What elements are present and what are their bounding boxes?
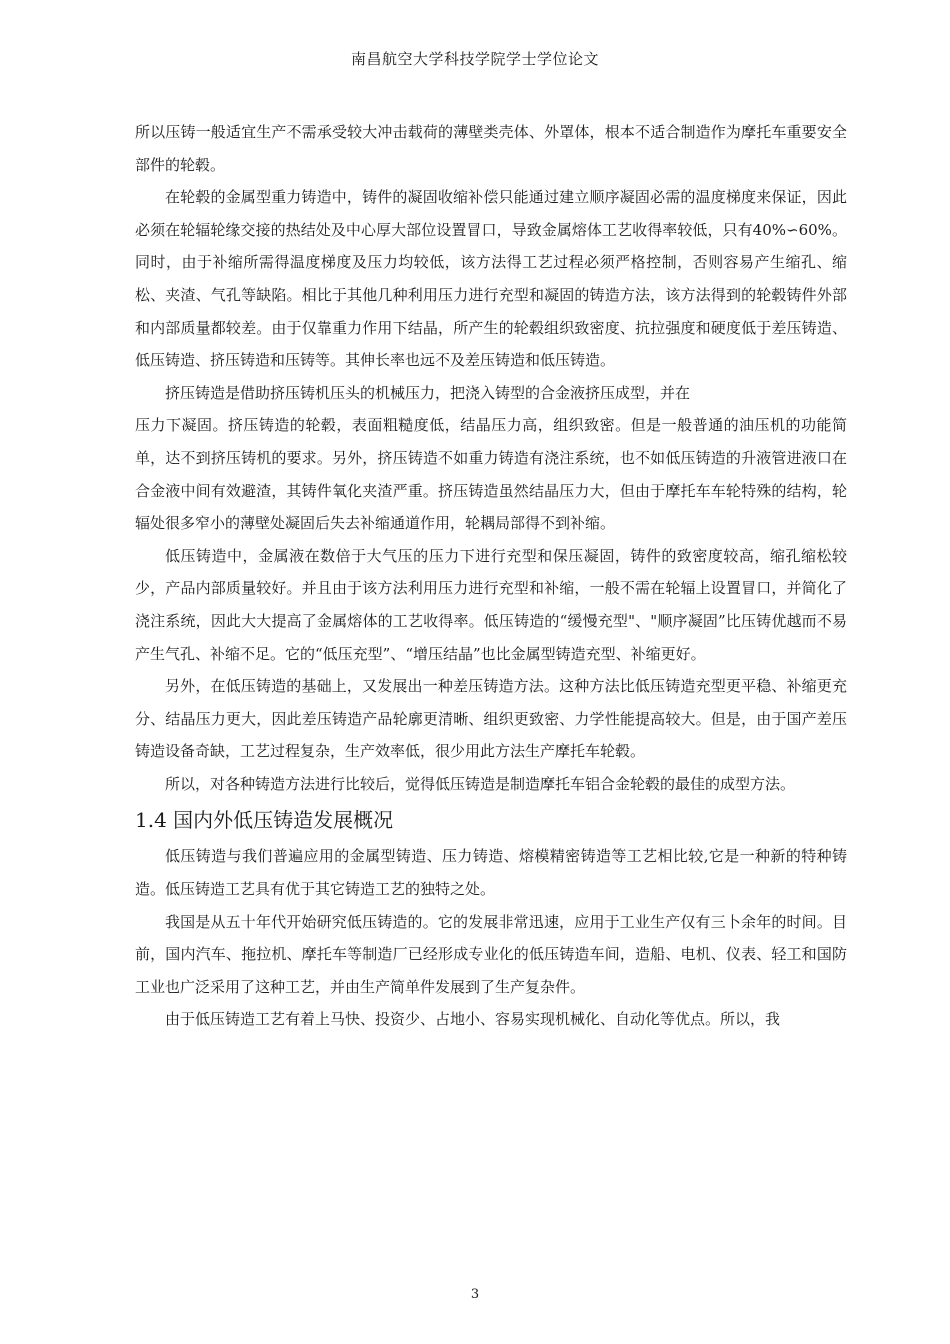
paragraph: 在轮毂的金属型重力铸造中，铸件的凝固收缩补偿只能通过建立顺序凝固必需的温度梯度来保证，因此必须在轮辐轮缘交接的热结处及中心厚大部位设置冒口，导致金属熔体工艺收得率较低，只有40%∽60%。同时，由于补缩所需得温度梯度及压力均较低，该方法得工艺过程必须严格控制，否则容易产生缩孔、缩松、夹渣、气孔等缺陷。相比于其他几种利用压力进行充型和凝固的铸造方法，该方法得到的轮毂铸件外部和内部质量都较差。由于仅靠重力作用下结晶，所产生的轮毂组织致密度、抗拉强度和硬度低于差压铸造、低压铸造、挤压铸造和压铸等。其伸长率也远不及差压铸造和低压铸造。: [135, 188, 847, 370]
paragraph: 挤压铸造是借助挤压铸机压头的机械压力，把浇入铸型的合金液挤压成型，并在: [165, 383, 691, 402]
section-heading: 1.4 国内外低压铸造发展概况: [135, 808, 394, 833]
paragraph: 所以，对各种铸造方法进行比较后，觉得低压铸造是制造摩托车铝合金轮毂的最佳的成型方法。: [165, 774, 796, 793]
body-text: [135, 116, 847, 1036]
paragraph: 另外，在低压铸造的基础上，又发展出一种差压铸造方法。这种方法比低压铸造充型更平稳、补缩更充分、结晶压力更大，因此差压铸造产品轮廓更清晰、组织更致密、力学性能提高较大。但是，由于国产差压铸造设备奇缺，工艺过程复杂，生产效率低，很少用此方法生产摩托车轮毂。: [135, 677, 847, 761]
page-number: 3: [470, 1287, 480, 1302]
page-header: 南昌航空大学科技学院学士学位论文: [350, 50, 599, 68]
paragraph: 我国是从五十年代开始研究低压铸造的。它的发展非常迅速，应用于工业生产仅有三卜余年的时间。目前，国内汽车、拖拉机、摩托车等制造厂已经形成专业化的低压铸造车间，造船、电机、仪表、轻工和国防工业也广泛采用了这种工艺，并由生产简单件发展到了生产复杂件。: [135, 912, 847, 996]
paragraph: 压力下凝固。挤压铸造的轮毂，表面粗糙度低，结晶压力高，组织致密。但是一般普通的油压机的功能简单，达不到挤压铸机的要求。另外，挤压铸造不如重力铸造有浇注系统，也不如低压铸造的升液管进液口在合金液中间有效避渣，其铸件氧化夹渣严重。挤压铸造虽然结晶压力大，但由于摩托车车轮特殊的结构，轮辐处很多窄小的薄壁处凝固后失去补缩通道作用，轮耦局部得不到补缩。: [135, 416, 847, 533]
paragraph: 低压铸造与我们普遍应用的金属型铸造、压力铸造、熔模精密铸造等工艺相比较,它是一种新的特种铸造。低压铸造工艺具有优于其它铸造工艺的独特之处。: [135, 847, 847, 899]
paragraph: 所以压铸一般适宜生产不需承受较大冲击载荷的薄壁类壳体、外罩体，根本不适合制造作为摩托车重要安全部件的轮毂。: [135, 123, 847, 174]
paragraph: 低压铸造中，金属液在数倍于大气压的压力下进行充型和保压凝固，铸件的致密度较高，缩孔缩松较少，产品内部质量较好。并且由于该方法利用压力进行充型和补缩，一般不需在轮辐上设置冒口，并简化了浇注系统，因此大大提高了金属熔体的工艺收得率。低压铸造的“缓慢充型"、"顺序凝固”比压铸优越而不易产生气孔、补缩不足。它的“低压充型”、“增压结晶”也比金属型铸造充型、补缩更好。: [135, 546, 847, 663]
paragraph: 由于低压铸造工艺有着上马快、投资少、占地小、容易实现机械化、自动化等优点。所以，我: [165, 1010, 781, 1029]
